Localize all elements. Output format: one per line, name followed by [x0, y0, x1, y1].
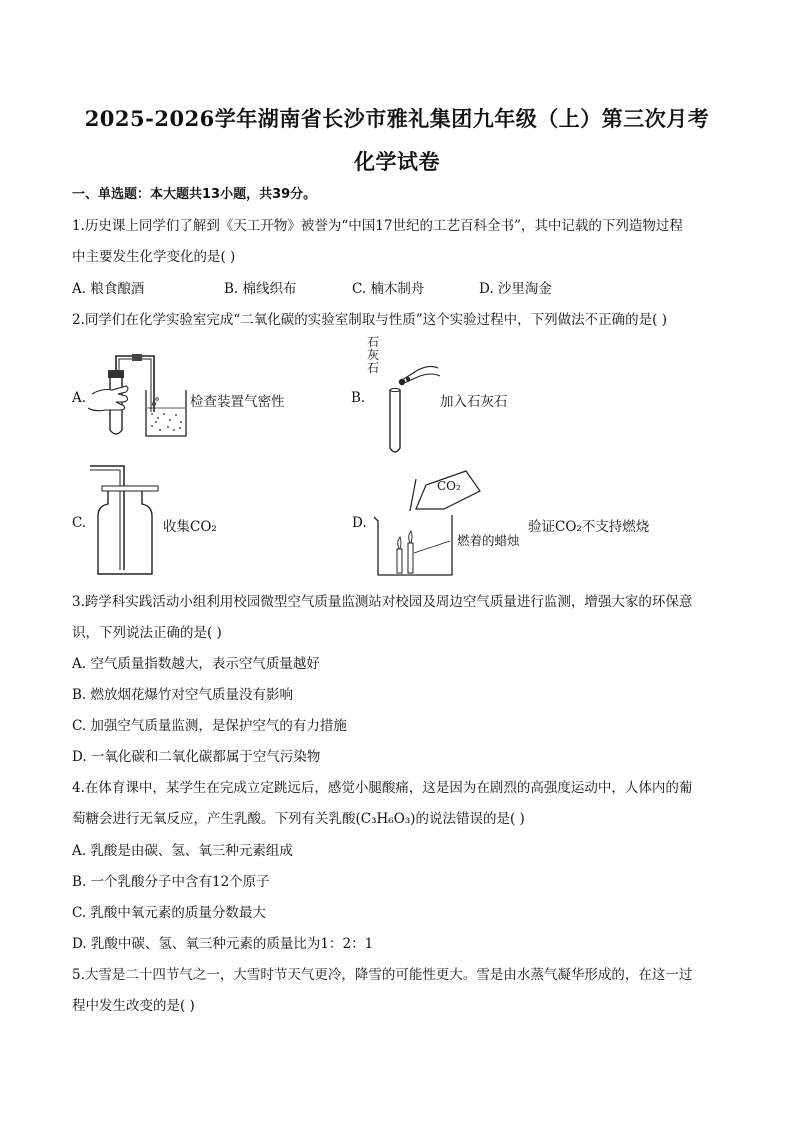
- collect-co2-figure: [86, 460, 166, 580]
- q2-fig-b-caption: 加入石灰石: [440, 394, 508, 410]
- q5-stem-line2: 程中发生改变的是( ): [72, 998, 195, 1014]
- q3-option-b: B. 燃放烟花爆竹对空气质量没有影响: [72, 687, 294, 703]
- q4-stem-line1: 4.在体育课中，某学生在完成立定跳远后，感觉小腿酸痛，这是因为在剧烈的高强度运动中，人体内的葡: [72, 780, 693, 796]
- q2-fig-c-caption: 收集CO₂: [163, 519, 217, 535]
- q2-fig-b-letter: B.: [351, 390, 366, 406]
- exam-subtitle: 化学试卷: [354, 149, 440, 174]
- q4-option-a: A. 乳酸是由碳、氢、氧三种元素组成: [72, 843, 293, 859]
- q1-stem-line2: 中主要发生化学变化的是( ): [72, 249, 236, 265]
- q4-option-b: B. 一个乳酸分子中含有12个原子: [72, 874, 270, 890]
- q4-option-c: C. 乳酸中氧元素的质量分数最大: [72, 905, 266, 921]
- q3-stem-line1: 3.跨学科实践活动小组利用校园微型空气质量监测站对校园及周边空气质量进行监测，增强大家的环保意: [72, 594, 693, 610]
- q5-stem-line1: 5.大雪是二十四节气之一，大雪时节天气更冷，降雪的可能性更大。雪是由水蒸气凝华形成的，在这一过: [72, 967, 693, 983]
- limestone-char-3: 石: [367, 361, 380, 375]
- q3-option-d: D. 一氧化碳和二氧化碳都属于空气污染物: [72, 749, 321, 765]
- q3-option-a: A. 空气质量指数越大，表示空气质量越好: [72, 656, 320, 672]
- q2-fig-a-caption: 检查装置气密性: [190, 394, 285, 410]
- q3-stem-line2: 识，下列说法正确的是( ): [72, 625, 222, 641]
- q4-option-d: D. 乳酸中碳、氢、氧三种元素的质量比为1：2：1: [72, 936, 374, 952]
- q2-fig-c-letter: C.: [72, 515, 87, 531]
- co2-candle-figure: [370, 465, 490, 580]
- q2-fig-d-caption: 验证CO₂不支持燃烧: [528, 519, 650, 535]
- q2-fig-d-letter: D.: [352, 515, 367, 531]
- q1-option-b: B. 棉线织布: [224, 281, 297, 297]
- q2-stem: 2.同学们在化学实验室完成“二氧化碳的实验室制取与性质”这个实验过程中，下列做法不正确的是( ): [72, 312, 668, 328]
- airtightness-check-figure: [86, 350, 196, 440]
- q3-option-c: C. 加强空气质量监测，是保护空气的有力措施: [72, 718, 347, 734]
- q2-fig-a-letter: A.: [72, 390, 87, 406]
- limestone-char-2: 灰: [367, 348, 380, 362]
- q4-stem-line2: 萄糖会进行无氧反应，产生乳酸。下列有关乳酸(C₃H₆O₃)的说法错误的是( ): [72, 811, 525, 827]
- exam-title: 2025-2026学年湖南省长沙市雅礼集团九年级（上）第三次月考: [84, 106, 710, 131]
- section-heading: 一、单选题：本大题共13小题，共39分。: [72, 187, 317, 202]
- q1-option-c: C. 楠木制舟: [352, 281, 425, 297]
- co2-bottle-label: CO₂: [437, 479, 461, 493]
- limestone-char-1: 石: [367, 335, 380, 349]
- q1-option-d: D. 沙里淘金: [479, 281, 552, 297]
- q1-option-a: A. 粮食酿酒: [72, 281, 145, 297]
- q1-stem-line1: 1.历史课上同学们了解到《天工开物》被誉为“中国17世纪的工艺百科全书”，其中记载的下列造物过程: [72, 218, 683, 234]
- limestone-label: [367, 336, 379, 375]
- burning-candle-label: 燃着的蜡烛: [457, 533, 520, 548]
